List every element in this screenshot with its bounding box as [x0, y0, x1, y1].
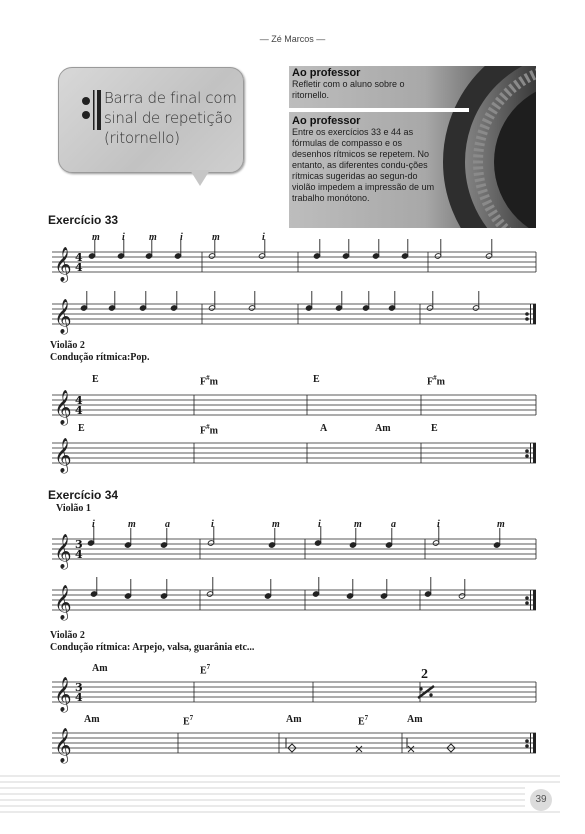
note-quarter — [305, 291, 312, 311]
note-x — [408, 746, 414, 752]
chord-symbol: Am — [375, 423, 391, 434]
chord-symbol: E — [431, 423, 438, 434]
note-half — [485, 239, 492, 259]
staff-34-1 — [52, 539, 536, 559]
chord-symbol: Am — [92, 663, 108, 674]
treble-clef-icon: 𝄞 — [54, 438, 72, 473]
note-half — [208, 239, 215, 259]
treble-clef-icon: 𝄞 — [54, 534, 72, 569]
time-sig-top: 4 — [75, 251, 83, 264]
tip-2-body: Entre os exercícios 33 e 44 as fórmulas de compasso e os desenhos rítmicos se repetem. No entanto, as diferentes condu-ções rítmicas sugeridas ao segun-do violão impedem a impressão de um trabalho monótono. — [292, 127, 435, 203]
note-quarter — [160, 579, 167, 599]
treble-clef-icon: 𝄞 — [54, 728, 72, 763]
fingering-i: i — [318, 519, 321, 530]
end-repeat-barline-icon — [525, 304, 536, 324]
page-number: 39 — [530, 789, 552, 811]
staff-34-2 — [52, 590, 536, 610]
treble-clef-icon: 𝄞 — [54, 299, 72, 334]
note-x — [356, 746, 362, 752]
note-half — [248, 291, 255, 311]
note-quarter — [174, 239, 181, 259]
staff-33-1 — [52, 252, 536, 272]
repeat-count: 2 — [421, 667, 428, 682]
treble-clef-icon: 𝄞 — [54, 585, 72, 620]
tip-1-body: Refletir com o aluno sobre o ritornello. — [292, 79, 405, 100]
chord-symbol: $E^7$ — [183, 714, 194, 728]
note-quarter — [349, 528, 356, 548]
note-quarter — [88, 239, 95, 259]
staff-33-2 — [52, 304, 536, 324]
time-sig-bottom: 4 — [75, 404, 83, 417]
time-sig-bottom: 4 — [75, 691, 83, 704]
exercise-33-title: Exercício 33 — [48, 213, 119, 227]
fingering-i: i — [92, 519, 95, 530]
chord-symbol: F#m — [200, 374, 218, 388]
note-quarter — [312, 577, 319, 597]
fingering-m: m — [149, 232, 157, 243]
violao-2-label: Violão 2 — [50, 340, 85, 351]
violao-1-label: Violão 1 — [56, 503, 91, 514]
note-quarter — [268, 528, 275, 548]
note-quarter — [388, 291, 395, 311]
chord-symbol: E — [78, 423, 85, 434]
fingering-i: i — [262, 232, 265, 243]
note-quarter — [335, 291, 342, 311]
note-quarter — [380, 579, 387, 599]
note-quarter — [372, 239, 379, 259]
time-sig-top: 3 — [75, 681, 83, 694]
note-quarter — [313, 239, 320, 259]
time-sig-bottom: 4 — [75, 548, 83, 561]
fingering-m: m — [128, 519, 136, 530]
staff-33-v2-2 — [52, 443, 536, 463]
fingering-m: m — [212, 232, 220, 243]
note-quarter — [346, 579, 353, 599]
fingering-a: a — [165, 519, 170, 530]
fingering-i: i — [122, 232, 125, 243]
treble-clef-icon: 𝄞 — [54, 247, 72, 282]
fingering-a: a — [391, 519, 396, 530]
conducao-label: Condução rítmica:Pop. — [50, 352, 150, 363]
note-half — [434, 239, 441, 259]
note-quarter — [80, 291, 87, 311]
fingering-m: m — [354, 519, 362, 530]
staff-34-v2-1 — [52, 682, 536, 702]
treble-clef-icon: 𝄞 — [54, 677, 72, 712]
fingering-i: i — [211, 519, 214, 530]
chord-symbol: F#m — [200, 423, 218, 437]
note-quarter — [264, 579, 271, 599]
note-quarter — [124, 579, 131, 599]
conducao-label: Condução rítmica: Arpejo, valsa, guarânia etc... — [50, 642, 255, 653]
chord-symbol: E — [92, 374, 99, 385]
chord-symbol: $E^7$ — [200, 663, 211, 677]
note-quarter — [108, 291, 115, 311]
chord-symbol: Am — [286, 714, 302, 725]
note-quarter — [124, 528, 131, 548]
footer-lines — [0, 776, 560, 812]
note-quarter — [385, 528, 392, 548]
note-quarter — [493, 528, 500, 548]
note-quarter — [170, 291, 177, 311]
note-half — [258, 239, 265, 259]
chord-symbol: $E^7$ — [358, 714, 369, 728]
note-quarter — [160, 528, 167, 548]
chord-symbol: E — [313, 374, 320, 385]
treble-clef-icon: 𝄞 — [54, 390, 72, 425]
fingering-m: m — [92, 232, 100, 243]
note-quarter — [139, 291, 146, 311]
note-quarter — [90, 577, 97, 597]
note-half — [208, 291, 215, 311]
time-sig-bottom: 4 — [75, 261, 83, 274]
note-quarter — [145, 239, 152, 259]
exercise-34-title: Exercício 34 — [48, 488, 119, 502]
page-header-author: — Zé Marcos — — [259, 34, 326, 44]
note-quarter — [117, 239, 124, 259]
note-quarter — [362, 291, 369, 311]
note-quarter — [424, 577, 431, 597]
fingering-i: i — [180, 232, 183, 243]
chord-symbol: Am — [407, 714, 423, 725]
note-half — [206, 577, 213, 597]
fingering-m: m — [272, 519, 280, 530]
note-half — [458, 579, 465, 599]
note-half — [472, 291, 479, 311]
time-sig-top: 4 — [75, 394, 83, 407]
time-sig-top: 3 — [75, 538, 83, 551]
staff-33-v2-1 — [52, 395, 536, 415]
tip-1-title: Ao professor — [292, 67, 361, 79]
chord-symbol: A — [320, 423, 328, 434]
fingering-m: m — [497, 519, 505, 530]
chord-symbol: F#m — [427, 374, 445, 388]
note-quarter — [401, 239, 408, 259]
violao-2-label: Violão 2 — [50, 630, 85, 641]
note-half — [426, 291, 433, 311]
fingering-i: i — [437, 519, 440, 530]
chord-symbol: Am — [84, 714, 100, 725]
tip-2-title: Ao professor — [292, 115, 361, 127]
bubble-text: Barra de final com sinal de repetição (ritornello) — [104, 89, 237, 147]
note-quarter — [342, 239, 349, 259]
